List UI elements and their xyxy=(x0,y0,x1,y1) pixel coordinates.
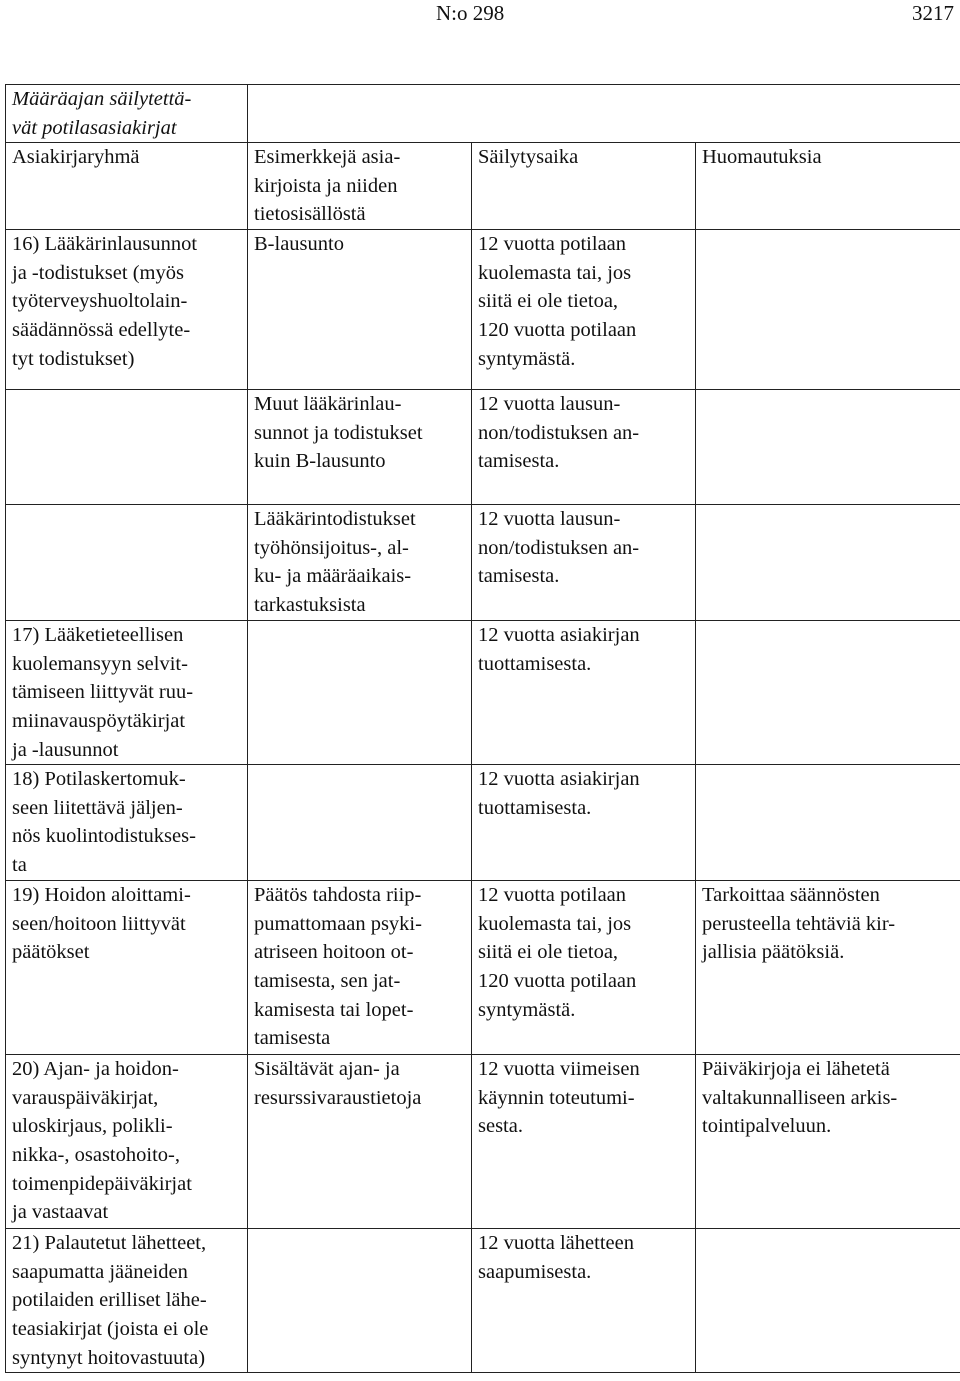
table-row xyxy=(6,390,960,505)
cell-notes xyxy=(696,621,960,765)
cell-examples: Sisältävät ajan- ja resurssivaraustietoja xyxy=(248,1055,472,1229)
cell-retention: 12 vuotta lähetteen saapumisesta. xyxy=(472,1229,696,1373)
page-number: 3217 xyxy=(912,1,954,25)
table-row xyxy=(6,621,960,765)
table-title: Määräajan säilytettä- vät potilasasiakirjat xyxy=(6,85,248,143)
cell-examples: Päätös tahdosta riip- pumattomaan psyki- atriseen hoitoon ot- tamisesta, sen jat- kamisesta tai lopet- tamisesta xyxy=(248,881,472,1055)
cell-examples: Lääkärintodistukset työhönsijoitus-, al- ku- ja määräaikais- tarkastuksista xyxy=(248,505,472,621)
cell-notes xyxy=(696,230,960,390)
cell-examples xyxy=(248,1229,472,1373)
cell-retention: 12 vuotta asiakirjan tuottamisesta. xyxy=(472,621,696,765)
cell-group xyxy=(6,505,248,621)
title-blank-cell xyxy=(248,85,472,143)
cell-group: 18) Potilaskertomuk- seen liitettävä jäljen- nös kuolintodistukses- ta xyxy=(6,765,248,881)
title-blank-cell xyxy=(696,85,960,143)
cell-group: 17) Lääketieteellisen kuolemansyyn selvit- tämiseen liittyvät ruu- miinavauspöytäkirjat ja -lausunnot xyxy=(6,621,248,765)
cell-group: 19) Hoidon aloittami- seen/hoitoon liittyvät päätökset xyxy=(6,881,248,1055)
retention-table xyxy=(5,84,960,1373)
cell-group: 21) Palautetut lähetteet, saapumatta jääneiden potilaiden erilliset lähe- teasiakirjat (joista ei ole syntynyt hoitovastuuta) xyxy=(6,1229,248,1373)
cell-notes: Päiväkirjoja ei lähetetä valtakunnalliseen arkis- tointipalveluun. xyxy=(696,1055,960,1229)
cell-retention: 12 vuotta lausun- non/todistuksen an- tamisesta. xyxy=(472,505,696,621)
cell-examples: B-lausunto xyxy=(248,230,472,390)
cell-notes xyxy=(696,390,960,505)
column-header-group: Asiakirjaryhmä xyxy=(6,143,248,230)
cell-examples: Muut lääkärinlau- sunnot ja todistukset kuin B-lausunto xyxy=(248,390,472,505)
cell-group xyxy=(6,390,248,505)
column-header-retention: Säilytysaika xyxy=(472,143,696,230)
title-blank-cell xyxy=(472,85,696,143)
column-header-notes: Huomautuksia xyxy=(696,143,960,230)
cell-retention: 12 vuotta potilaan kuolemasta tai, jos siitä ei ole tietoa, 120 vuotta potilaan syntymästä. xyxy=(472,881,696,1055)
table-title-row xyxy=(6,85,960,143)
table-row xyxy=(6,230,960,390)
cell-group: 16) Lääkärinlausunnot ja -todistukset (myös työterveyshuoltolain- säädännössä edellyte- tyt todistukset) xyxy=(6,230,248,390)
table-row xyxy=(6,881,960,1055)
column-header-row xyxy=(6,143,960,230)
cell-examples xyxy=(248,765,472,881)
cell-retention: 12 vuotta asiakirjan tuottamisesta. xyxy=(472,765,696,881)
column-header-examples: Esimerkkejä asia- kirjoista ja niiden tietosisällöstä xyxy=(248,143,472,230)
cell-retention: 12 vuotta potilaan kuolemasta tai, jos siitä ei ole tietoa, 120 vuotta potilaan syntymästä. xyxy=(472,230,696,390)
cell-retention: 12 vuotta lausun- non/todistuksen an- tamisesta. xyxy=(472,390,696,505)
cell-group: 20) Ajan- ja hoidon- varauspäiväkirjat, uloskirjaus, polikli- nikka-, osastohoito-, toimenpidepäiväkirjat ja vastaavat xyxy=(6,1055,248,1229)
cell-notes xyxy=(696,1229,960,1373)
table-row xyxy=(6,1055,960,1229)
cell-retention: 12 vuotta viimeisen käynnin toteutumi- sesta. xyxy=(472,1055,696,1229)
table-row xyxy=(6,1229,960,1373)
table-row xyxy=(6,505,960,621)
page-header xyxy=(0,0,960,30)
cell-notes xyxy=(696,765,960,881)
cell-notes: Tarkoittaa säännösten perusteella tehtäviä kir- jallisia päätöksiä. xyxy=(696,881,960,1055)
document-number: N:o 298 xyxy=(436,1,505,25)
table-row xyxy=(6,765,960,881)
cell-notes xyxy=(696,505,960,621)
cell-examples xyxy=(248,621,472,765)
